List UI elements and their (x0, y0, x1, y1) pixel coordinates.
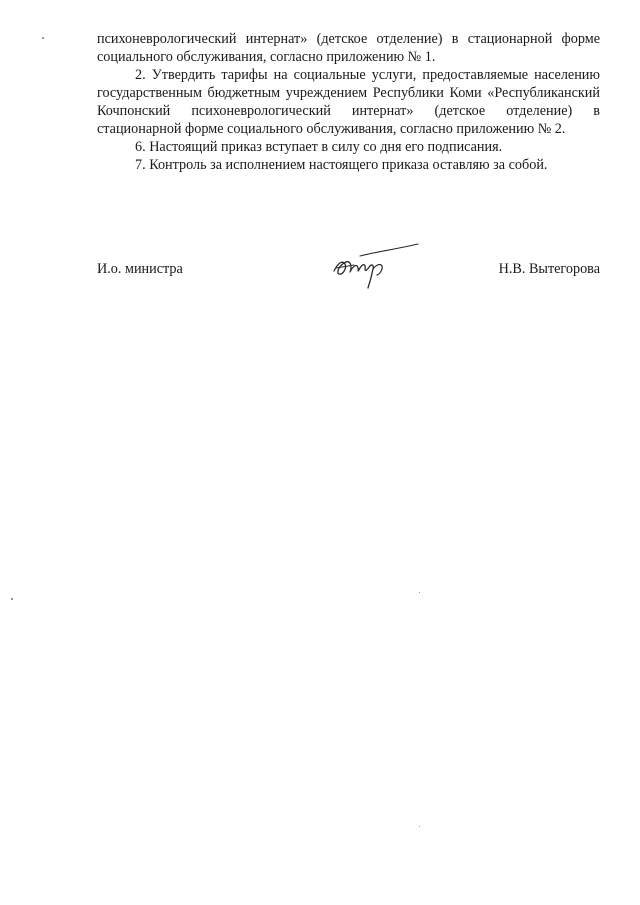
paragraph-item-7: 7. Контроль за исполнением настоящего приказа оставляю за собой. (135, 157, 548, 173)
paragraph-item-6: 6. Настоящий приказ вступает в силу со дня его подписания. (135, 139, 503, 155)
scan-speck (419, 592, 420, 593)
signatory-name: Н.В. Вытегорова (498, 261, 600, 277)
signatory-title: И.о. министра (97, 261, 183, 277)
scan-speck (42, 37, 44, 39)
handwritten-signature (330, 238, 425, 293)
scan-speck (11, 598, 13, 600)
paragraph-continuation: психоневрологический интернат» (детское отделение) в стационарной форме социального обслуживания, согласно приложению № 1. (97, 31, 600, 65)
document-body (97, 30, 600, 174)
scan-speck (419, 826, 420, 827)
paragraph-item-2: 2. Утвердить тарифы на социальные услуги, предоставляемые населению государственным бюджетным учреждением Республики Коми «Республиканский Кочпонский психоневрологический интернат» (детское отделение) в стационарной форме социального обслуживания, согласно приложению № 2. (97, 67, 600, 137)
